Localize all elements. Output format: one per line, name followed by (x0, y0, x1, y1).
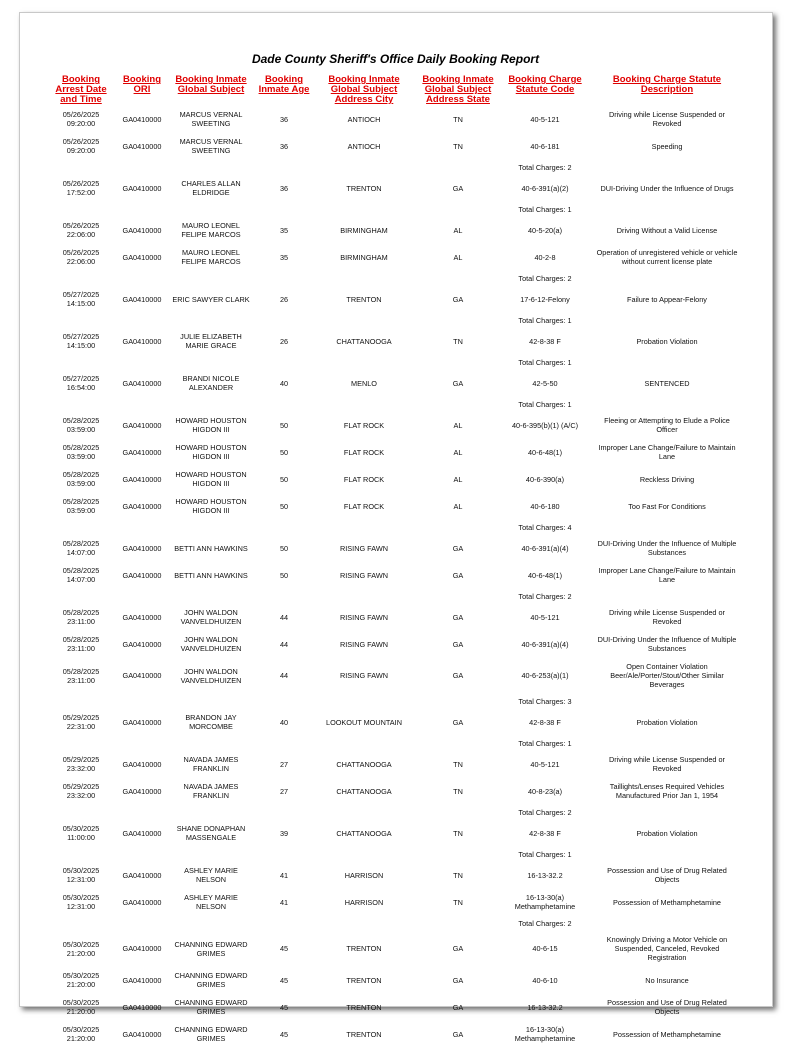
cell-address-city: HARRISON (344, 897, 384, 907)
cell-statute-description: Possession and Use of Drug Related Objects (607, 866, 727, 884)
cell-inmate-name: JULIE ELIZABETH MARIE GRACE (180, 332, 242, 350)
cell-statute-description: Taillights/Lenses Required Vehicles Manufactured Prior Jan 1, 1954 (609, 782, 725, 800)
cell-inmate-name: NAVADA JAMES FRANKLIN (183, 782, 239, 800)
header-address-city: Booking Inmate Global Subject Address City (328, 74, 400, 105)
cell-statute-code: 40-6-253(a)(1) (521, 671, 569, 680)
cell-arrest-datetime: 05/30/2025 11:00:00 (62, 824, 100, 842)
cell-inmate-age: 44 (279, 671, 289, 680)
cell-inmate-age: 36 (279, 114, 289, 124)
total-charges: Total Charges: 3 (518, 697, 572, 706)
cell-ori: GA0410000 (122, 944, 162, 953)
cell-inmate-name: NAVADA JAMES FRANKLIN (183, 755, 239, 773)
cell-address-state: AL (453, 225, 463, 235)
cell-ori: GA0410000 (122, 447, 162, 457)
cell-address-state: TN (453, 828, 463, 838)
cell-address-city: HARRISON (344, 870, 384, 880)
cell-arrest-datetime: 05/29/2025 23:32:00 (62, 782, 100, 800)
cell-address-state: GA (452, 639, 464, 649)
cell-statute-code: 17-6-12-Felony (520, 294, 570, 304)
cell-statute-description: Operation of unregistered vehicle or vehicle without current license plate (596, 248, 738, 266)
cell-statute-code: 40-6-390(a) (525, 474, 565, 484)
cell-address-state: AL (453, 447, 463, 457)
cell-statute-description: Knowingly Driving a Motor Vehicle on Suspended, Canceled, Revoked Registration (606, 935, 728, 962)
cell-statute-code: 40-6-181 (530, 141, 560, 151)
cell-statute-description: Probation Violation (636, 717, 698, 727)
cell-statute-code: 40-6-15 (532, 944, 558, 953)
cell-statute-description: Driving while License Suspended or Revoked (608, 755, 725, 773)
cell-address-city: LOOKOUT MOUNTAIN (326, 717, 402, 727)
cell-ori: GA0410000 (122, 870, 162, 880)
cell-ori: GA0410000 (122, 1002, 162, 1012)
cell-inmate-age: 40 (279, 378, 289, 388)
cell-ori: GA0410000 (122, 828, 162, 838)
cell-statute-description: Improper Lane Change/Failure to Maintain Lane (598, 443, 736, 461)
cell-ori: GA0410000 (122, 612, 162, 622)
cell-statute-code: 40-6-391(a)(4) (521, 639, 569, 649)
total-charges: Total Charges: 2 (518, 592, 572, 601)
cell-statute-description: Fleeing or Attempting to Elude a Police Officer (604, 416, 730, 434)
cell-inmate-name: CHANNING EDWARD GRIMES (174, 939, 248, 958)
cell-inmate-age: 50 (279, 543, 289, 553)
cell-inmate-age: 45 (279, 1002, 289, 1012)
cell-statute-code: 40-6-48(1) (527, 447, 563, 457)
cell-inmate-name: CHANNING EDWARD GRIMES (174, 998, 248, 1016)
cell-address-state: AL (453, 501, 463, 511)
cell-ori: GA0410000 (122, 1029, 162, 1039)
cell-inmate-age: 41 (279, 870, 289, 880)
cell-address-state: GA (452, 378, 464, 388)
cell-address-city: FLAT ROCK (343, 474, 385, 484)
cell-statute-code: 42-5-50 (532, 378, 558, 388)
cell-arrest-datetime: 05/27/2025 14:15:00 (62, 332, 100, 350)
cell-ori: GA0410000 (122, 141, 162, 151)
cell-arrest-datetime: 05/30/2025 21:20:00 (62, 939, 100, 958)
cell-inmate-name: BRANDI NICOLE ALEXANDER (182, 374, 240, 392)
cell-address-city: RISING FAWN (340, 570, 388, 580)
cell-arrest-datetime: 05/30/2025 12:31:00 (62, 866, 100, 884)
cell-address-city: CHATTANOOGA (336, 336, 392, 346)
cell-statute-description: Possession and Use of Drug Related Objects (607, 998, 727, 1016)
cell-arrest-datetime: 05/26/2025 09:20:00 (62, 137, 100, 155)
cell-inmate-age: 45 (279, 1029, 289, 1039)
cell-inmate-name: BETTI ANN HAWKINS (174, 543, 248, 553)
cell-statute-code: 40-8-23(a) (527, 786, 563, 796)
cell-address-city: BIRMINGHAM (340, 225, 388, 235)
cell-address-city: TRENTON (346, 944, 382, 953)
cell-arrest-datetime: 05/26/2025 09:20:00 (62, 110, 100, 128)
cell-ori: GA0410000 (122, 183, 162, 193)
cell-address-state: AL (453, 420, 463, 430)
cell-statute-description: Driving while License Suspended or Revoked (608, 110, 725, 128)
cell-arrest-datetime: 05/30/2025 21:20:00 (62, 998, 100, 1016)
cell-address-state: TN (453, 870, 463, 880)
cell-address-city: FLAT ROCK (343, 501, 385, 511)
cell-inmate-name: BETTI ANN HAWKINS (174, 570, 248, 580)
cell-inmate-name: BRANDON JAY MORCOMBE (185, 713, 237, 731)
cell-statute-code: 40-6-48(1) (527, 570, 563, 580)
cell-arrest-datetime: 05/28/2025 14:07:00 (62, 566, 100, 584)
cell-inmate-age: 50 (279, 474, 289, 484)
total-charges: Total Charges: 1 (518, 400, 572, 409)
cell-statute-description: SENTENCED (644, 378, 690, 388)
cell-inmate-name: HOWARD HOUSTON HIGDON III (175, 443, 247, 461)
cell-statute-code: 42-8-38 F (529, 828, 561, 838)
cell-address-city: RISING FAWN (340, 639, 388, 649)
cell-inmate-name: JOHN WALDON VANVELDHUIZEN (180, 666, 242, 685)
cell-address-city: RISING FAWN (340, 543, 388, 553)
cell-address-city: FLAT ROCK (343, 447, 385, 457)
cell-inmate-name: CHANNING EDWARD GRIMES (174, 1025, 248, 1043)
cell-statute-code: 40-6-391(a)(2) (521, 183, 569, 193)
header-arrest-datetime: Booking Arrest Date and Time (55, 74, 107, 105)
total-charges: Total Charges: 1 (518, 850, 572, 859)
cell-address-city: RISING FAWN (340, 671, 388, 680)
cell-address-state: AL (453, 252, 463, 262)
cell-address-city: FLAT ROCK (343, 420, 385, 430)
cell-statute-description: No Insurance (645, 975, 689, 985)
cell-address-city: TRENTON (346, 1002, 382, 1012)
cell-inmate-name: MAURO LEONEL FELIPE MARCOS (181, 248, 241, 266)
cell-ori: GA0410000 (122, 114, 162, 124)
cell-statute-code: 16-13-30(a) Methamphetamine (514, 1025, 576, 1043)
cell-statute-description: Failure to Appear-Felony (627, 294, 707, 304)
cell-statute-code: 40-5-121 (530, 612, 560, 622)
cell-address-state: TN (453, 786, 463, 796)
cell-ori: GA0410000 (122, 420, 162, 430)
cell-address-city: CHATTANOOGA (336, 759, 392, 769)
cell-inmate-age: 45 (279, 975, 289, 985)
cell-statute-description: DUI-Driving Under the Influence of Multiple Substances (597, 635, 737, 653)
cell-address-state: TN (453, 336, 463, 346)
cell-statute-description: Possession of Methamphetamine (613, 1029, 721, 1039)
cell-ori: GA0410000 (122, 294, 162, 304)
cell-address-state: GA (452, 1029, 464, 1039)
cell-ori: GA0410000 (122, 717, 162, 727)
cell-statute-description: Driving while License Suspended or Revoked (608, 608, 725, 626)
cell-arrest-datetime: 05/28/2025 23:11:00 (62, 635, 100, 653)
cell-ori: GA0410000 (122, 378, 162, 388)
cell-address-state: GA (452, 294, 464, 304)
cell-statute-description: Improper Lane Change/Failure to Maintain Lane (598, 566, 736, 584)
cell-arrest-datetime: 05/28/2025 03:59:00 (62, 416, 100, 434)
cell-address-city: ANTIOCH (347, 141, 381, 151)
total-charges: Total Charges: 1 (518, 316, 572, 325)
cell-statute-code: 40-5-121 (530, 759, 560, 769)
cell-inmate-age: 40 (279, 717, 289, 727)
cell-inmate-name: CHANNING EDWARD GRIMES (174, 971, 248, 989)
cell-address-city: MENLO (351, 378, 377, 388)
header-statute-description: Booking Charge Statute Description (612, 74, 722, 95)
cell-address-state: GA (452, 612, 464, 622)
cell-inmate-name: ASHLEY MARIE NELSON (184, 893, 238, 911)
cell-address-city: TRENTON (346, 1029, 382, 1039)
cell-ori: GA0410000 (122, 786, 162, 796)
cell-address-city: TRENTON (346, 183, 382, 193)
cell-statute-code: 40-5-20(a) (527, 225, 563, 235)
cell-arrest-datetime: 05/28/2025 14:07:00 (62, 539, 100, 557)
cell-statute-description: Probation Violation (636, 336, 698, 346)
cell-statute-code: 40-6-180 (530, 501, 560, 511)
cell-inmate-name: JOHN WALDON VANVELDHUIZEN (180, 635, 242, 653)
cell-arrest-datetime: 05/29/2025 23:32:00 (62, 755, 100, 773)
cell-inmate-age: 39 (279, 828, 289, 838)
cell-inmate-name: MAURO LEONEL FELIPE MARCOS (181, 221, 241, 239)
total-charges: Total Charges: 2 (518, 274, 572, 283)
cell-statute-code: 40-2-8 (534, 252, 556, 262)
header-ori: Booking ORI (123, 74, 161, 95)
cell-arrest-datetime: 05/26/2025 22:06:00 (62, 248, 100, 266)
cell-inmate-age: 36 (279, 183, 289, 193)
cell-address-city: CHATTANOOGA (336, 828, 392, 838)
cell-inmate-name: HOWARD HOUSTON HIGDON III (175, 497, 247, 515)
cell-address-state: GA (452, 975, 464, 985)
cell-statute-code: 40-5-121 (530, 114, 560, 124)
cell-inmate-age: 45 (279, 944, 289, 953)
cell-inmate-age: 44 (279, 612, 289, 622)
total-charges: Total Charges: 2 (518, 919, 572, 928)
cell-arrest-datetime: 05/26/2025 17:52:00 (62, 179, 100, 197)
cell-address-city: TRENTON (346, 975, 382, 985)
cell-arrest-datetime: 05/28/2025 23:11:00 (62, 666, 100, 685)
cell-address-city: CHATTANOOGA (336, 786, 392, 796)
cell-inmate-age: 26 (279, 336, 289, 346)
cell-statute-code: 40-6-10 (532, 975, 558, 985)
cell-statute-description: DUI-Driving Under the Influence of Multiple Substances (597, 539, 737, 557)
cell-address-state: GA (452, 570, 464, 580)
cell-inmate-name: MARCUS VERNAL SWEETING (179, 137, 243, 155)
total-charges: Total Charges: 1 (518, 205, 572, 214)
total-charges: Total Charges: 2 (518, 163, 572, 172)
cell-ori: GA0410000 (122, 759, 162, 769)
cell-inmate-name: CHARLES ALLAN ELDRIDGE (181, 179, 241, 197)
cell-address-state: GA (452, 671, 464, 680)
cell-arrest-datetime: 05/29/2025 22:31:00 (62, 713, 100, 731)
cell-ori: GA0410000 (122, 570, 162, 580)
cell-statute-description: DUI-Driving Under the Influence of Drugs (600, 183, 734, 193)
cell-address-city: TRENTON (346, 294, 382, 304)
total-charges: Total Charges: 4 (518, 523, 572, 532)
cell-ori: GA0410000 (122, 501, 162, 511)
cell-statute-description: Open Container Violation Beer/Ale/Porter/Stout/Other Similar Beverages (610, 662, 724, 689)
total-charges: Total Charges: 1 (518, 739, 572, 748)
cell-statute-code: 16-13-32.2 (527, 1002, 563, 1012)
cell-address-state: GA (452, 1002, 464, 1012)
cell-arrest-datetime: 05/26/2025 22:06:00 (62, 221, 100, 239)
cell-inmate-name: HOWARD HOUSTON HIGDON III (175, 416, 247, 434)
cell-inmate-age: 27 (279, 759, 289, 769)
cell-inmate-age: 27 (279, 786, 289, 796)
cell-address-state: TN (453, 759, 463, 769)
report-title: Dade County Sheriff's Office Daily Booking Report (251, 52, 540, 66)
cell-address-city: ANTIOCH (347, 114, 381, 124)
cell-ori: GA0410000 (122, 225, 162, 235)
cell-ori: GA0410000 (122, 897, 162, 907)
cell-arrest-datetime: 05/27/2025 16:54:00 (62, 374, 100, 392)
cell-statute-code: 42-8-38 F (529, 336, 561, 346)
cell-inmate-name: ERIC SAWYER CLARK (172, 294, 250, 304)
cell-ori: GA0410000 (122, 671, 162, 680)
cell-inmate-name: ASHLEY MARIE NELSON (184, 866, 238, 884)
cell-inmate-name: MARCUS VERNAL SWEETING (179, 110, 243, 128)
cell-ori: GA0410000 (122, 543, 162, 553)
cell-inmate-age: 36 (279, 141, 289, 151)
total-charges: Total Charges: 2 (518, 808, 572, 817)
cell-address-city: RISING FAWN (340, 612, 388, 622)
cell-address-state: AL (453, 474, 463, 484)
total-charges: Total Charges: 1 (518, 358, 572, 367)
cell-address-state: GA (452, 717, 464, 727)
cell-statute-code: 42-8-38 F (529, 717, 561, 727)
cell-statute-description: Reckless Driving (639, 474, 695, 484)
cell-inmate-name: SHANE DONAPHAN MASSENGALE (176, 824, 246, 842)
cell-address-state: TN (453, 114, 463, 124)
cell-statute-description: Probation Violation (636, 828, 698, 838)
cell-address-city: BIRMINGHAM (340, 252, 388, 262)
cell-arrest-datetime: 05/27/2025 14:15:00 (62, 290, 100, 308)
cell-inmate-age: 50 (279, 447, 289, 457)
cell-statute-code: 16-13-30(a) Methamphetamine (514, 893, 576, 911)
cell-ori: GA0410000 (122, 336, 162, 346)
cell-inmate-name: HOWARD HOUSTON HIGDON III (175, 470, 247, 488)
cell-ori: GA0410000 (122, 975, 162, 985)
cell-inmate-name: JOHN WALDON VANVELDHUIZEN (180, 608, 242, 626)
cell-arrest-datetime: 05/28/2025 23:11:00 (62, 608, 100, 626)
cell-statute-description: Possession of Methamphetamine (613, 897, 721, 907)
cell-arrest-datetime: 05/30/2025 12:31:00 (62, 893, 100, 911)
cell-statute-description: Speeding (651, 141, 683, 151)
cell-statute-code: 40-6-395(b)(1) (A/C) (511, 420, 579, 430)
cell-inmate-age: 41 (279, 897, 289, 907)
cell-address-state: TN (453, 897, 463, 907)
cell-arrest-datetime: 05/28/2025 03:59:00 (62, 470, 100, 488)
cell-address-state: GA (452, 543, 464, 553)
cell-arrest-datetime: 05/28/2025 03:59:00 (62, 497, 100, 515)
header-address-state: Booking Inmate Global Subject Address State (422, 74, 494, 105)
cell-inmate-age: 50 (279, 570, 289, 580)
cell-arrest-datetime: 05/30/2025 21:20:00 (62, 971, 100, 989)
cell-statute-description: Too Fast For Conditions (628, 501, 706, 511)
cell-ori: GA0410000 (122, 474, 162, 484)
header-inmate-age: Booking Inmate Age (258, 74, 310, 95)
cell-inmate-age: 26 (279, 294, 289, 304)
cell-inmate-age: 35 (279, 225, 289, 235)
cell-address-state: GA (452, 183, 464, 193)
cell-ori: GA0410000 (122, 639, 162, 649)
cell-inmate-age: 35 (279, 252, 289, 262)
header-global-subject: Booking Inmate Global Subject (175, 74, 247, 95)
cell-inmate-age: 44 (279, 639, 289, 649)
cell-statute-description: Driving Without a Valid License (616, 225, 718, 235)
header-statute-code: Booking Charge Statute Code (508, 74, 582, 95)
cell-statute-code: 16-13-32.2 (527, 870, 563, 880)
cell-address-state: TN (453, 141, 463, 151)
cell-address-state: GA (452, 944, 464, 953)
cell-inmate-age: 50 (279, 420, 289, 430)
cell-ori: GA0410000 (122, 252, 162, 262)
cell-inmate-age: 50 (279, 501, 289, 511)
cell-arrest-datetime: 05/28/2025 03:59:00 (62, 443, 100, 461)
cell-statute-code: 40-6-391(a)(4) (521, 543, 569, 553)
cell-arrest-datetime: 05/30/2025 21:20:00 (62, 1025, 100, 1043)
